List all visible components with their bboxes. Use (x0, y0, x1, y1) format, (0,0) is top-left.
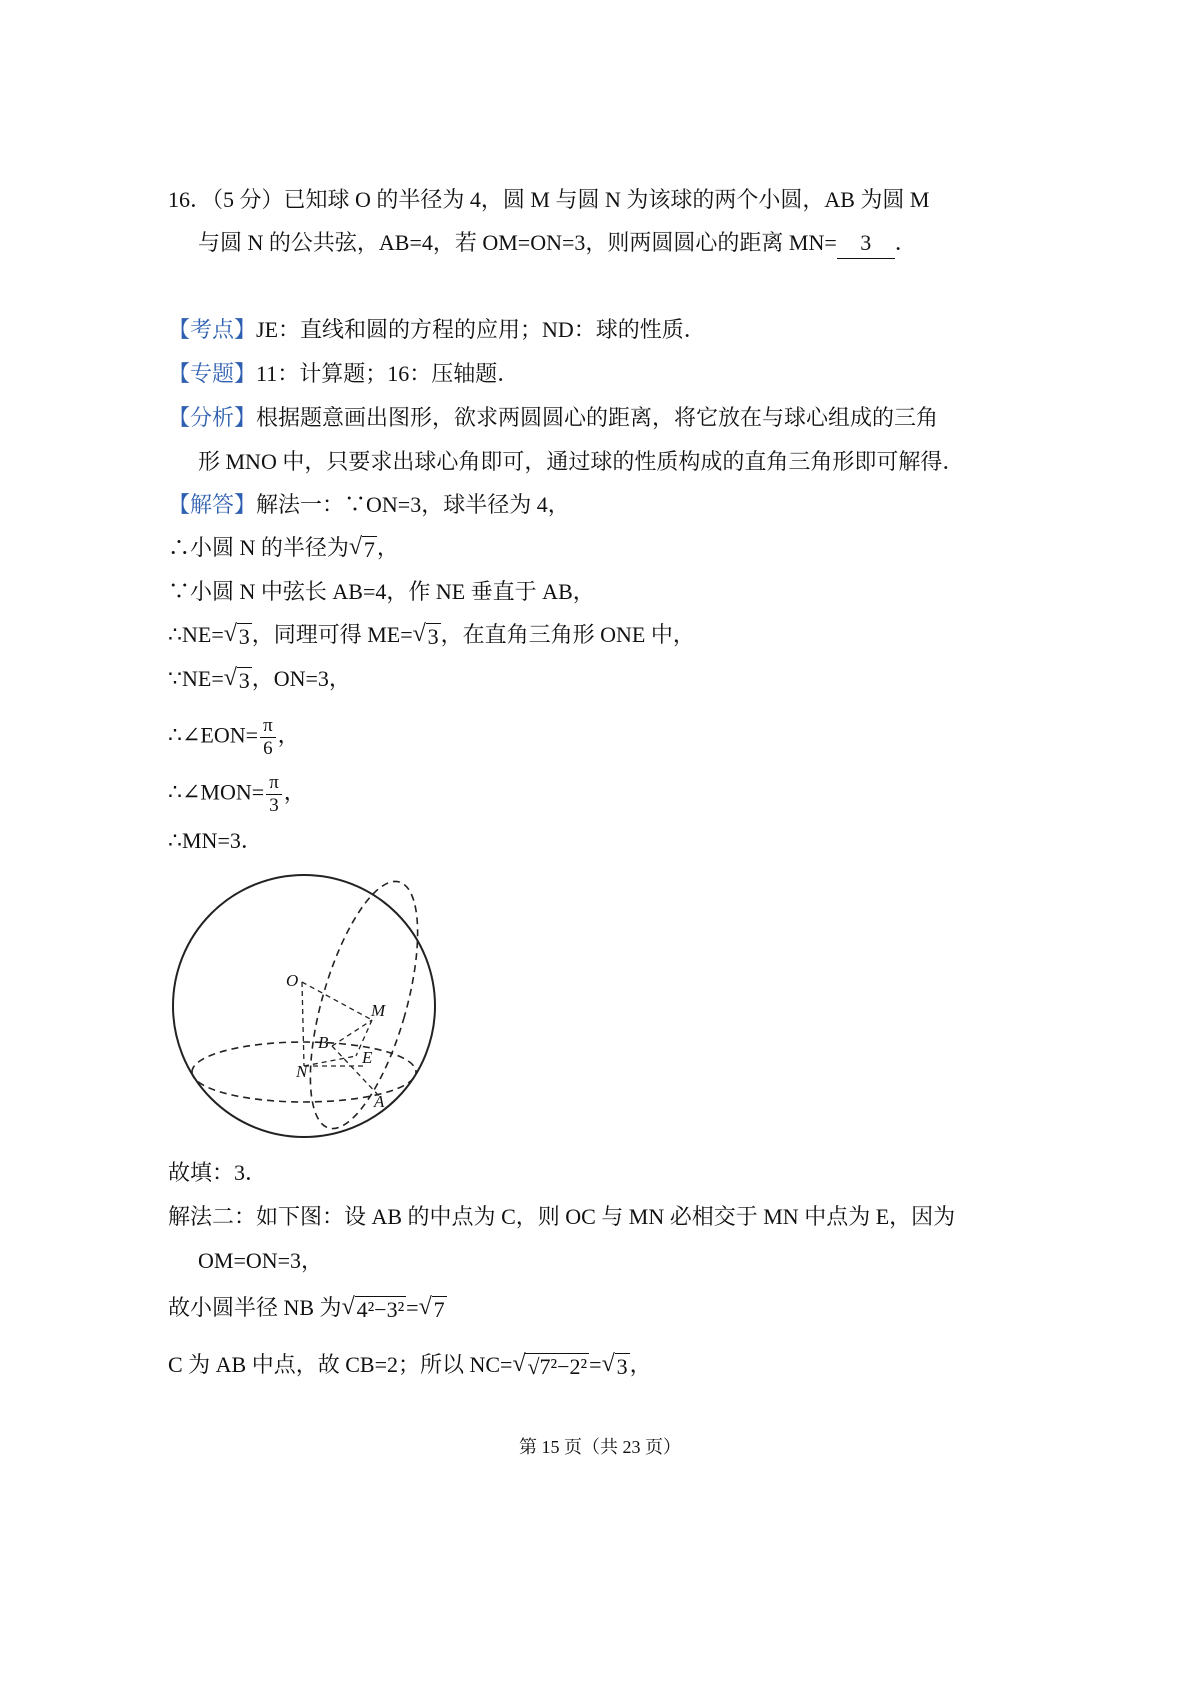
sqrt-7 (419, 1295, 447, 1325)
step-5-text: ∴∠EON= (168, 722, 259, 748)
sqrt-expression (512, 1352, 589, 1382)
method2-line-3-text: 故小圆半径 NB 为 (168, 1295, 342, 1320)
sqrt-3 (413, 622, 441, 652)
radicand: 3 (427, 623, 439, 649)
segment-on (302, 982, 304, 1066)
label-e: E (362, 1048, 373, 1067)
sqrt-7 (349, 535, 377, 565)
radicand: 3 (616, 1353, 628, 1379)
denominator: 3 (269, 795, 279, 816)
step-3-end: ，在直角三角形 ONE 中， (440, 622, 695, 647)
label-o: O (286, 971, 299, 990)
method2-line-1: 解法二：如下图：设 AB 的中点为 C，则 OC 与 MN 必相交于 MN 中点为 E，因为 (168, 1204, 956, 1229)
label-m: M (371, 1001, 386, 1020)
sqrt-3 (224, 622, 252, 652)
step-3 (168, 620, 695, 652)
page-footer: 第 15 页（共 23 页） (519, 1437, 681, 1457)
question-line-2-end: ． (894, 230, 917, 255)
denominator: 6 (263, 738, 273, 759)
equals: = (589, 1352, 602, 1377)
step-1 (168, 533, 399, 565)
label-a: A (374, 1092, 385, 1111)
equals: = (406, 1295, 419, 1320)
radicand: 3 (238, 623, 250, 649)
radicand: 7 (363, 536, 375, 562)
method2-line-4 (168, 1350, 652, 1382)
jieda-text: 解法一：∵ON=3，球半径为 4， (256, 492, 570, 517)
step-2: ∵小圆 N 中弦长 AB=4，作 NE 垂直于 AB， (168, 579, 595, 604)
question-line-1: 16．（5 分）已知球 O 的半径为 4，圆 M 与圆 N 为该球的两个小圆，AB 为圆 M (168, 187, 930, 212)
step-7: ∴MN=3． (168, 828, 263, 853)
jieda-line (168, 490, 570, 520)
kaodian-tag: 【考点】 (168, 317, 257, 342)
kaodian-text: JE：直线和圆的方程的应用；ND：球的性质． (256, 317, 706, 342)
fenxi-tag: 【分析】 (168, 405, 257, 430)
sphere-figure (168, 870, 448, 1145)
segment-ab (332, 1046, 380, 1097)
segment-bm (332, 1020, 372, 1046)
step-6 (168, 772, 306, 817)
radicand: 4²−3² (356, 1296, 405, 1322)
question-line-2 (198, 228, 917, 259)
fenxi-line-2: 形 MNO 中，只要求出球心角即可，通过球的性质构成的直角三角形即可解得． (198, 449, 965, 474)
step-4 (168, 664, 351, 696)
zhuanti-tag: 【专题】 (168, 361, 257, 386)
answer-fill: 故填：3． (168, 1160, 268, 1185)
step-1-end: ， (376, 535, 399, 560)
step-6-text: ∴∠MON= (168, 779, 265, 805)
sphere-outline (173, 875, 435, 1137)
kaodian-line (168, 315, 706, 345)
fraction-pi-6 (260, 715, 276, 760)
step-1-text: ∴小圆 N 的半径为 (168, 535, 349, 560)
step-4-end: ，ON=3， (251, 666, 351, 691)
method2-line-4-end: ， (629, 1352, 652, 1377)
fenxi-line-1 (168, 403, 938, 433)
step-4-text: ∵NE= (168, 666, 224, 691)
method2-line-3 (168, 1293, 447, 1325)
label-b: B (318, 1033, 329, 1052)
numerator: π (266, 772, 282, 795)
answer-blank: 3 (837, 228, 895, 259)
method2-line-2: OM=ON=3， (198, 1248, 324, 1273)
step-5 (168, 715, 300, 760)
question-line-2-text: 与圆 N 的公共弦，AB=4，若 OM=ON=3，则两圆圆心的距离 MN= (198, 230, 837, 255)
numerator: π (260, 715, 276, 738)
radicand: √7²−2² (527, 1353, 588, 1379)
step-6-end: ， (283, 779, 306, 805)
method2-line-4-text: C 为 AB 中点，故 CB=2；所以 NC= (168, 1352, 513, 1377)
step-3-text: ∴NE= (168, 622, 224, 647)
jieda-tag: 【解答】 (168, 492, 257, 517)
fenxi-text-1: 根据题意画出图形，欲求两圆圆心的距离，将它放在与球心组成的三角 (256, 405, 939, 430)
fraction-pi-3 (266, 772, 282, 817)
step-3-mid: ，同理可得 ME= (251, 622, 413, 647)
segment-om (302, 982, 372, 1020)
sqrt-3 (224, 666, 252, 696)
radicand: 7 (433, 1296, 445, 1322)
sqrt-3 (602, 1352, 630, 1382)
sqrt-expression (342, 1295, 407, 1325)
radicand: 3 (238, 667, 250, 693)
label-n: N (296, 1062, 308, 1081)
zhuanti-line (168, 359, 519, 389)
circle-m (288, 870, 439, 1139)
zhuanti-text: 11：计算题；16：压轴题． (256, 361, 520, 386)
step-5-end: ， (277, 722, 300, 748)
